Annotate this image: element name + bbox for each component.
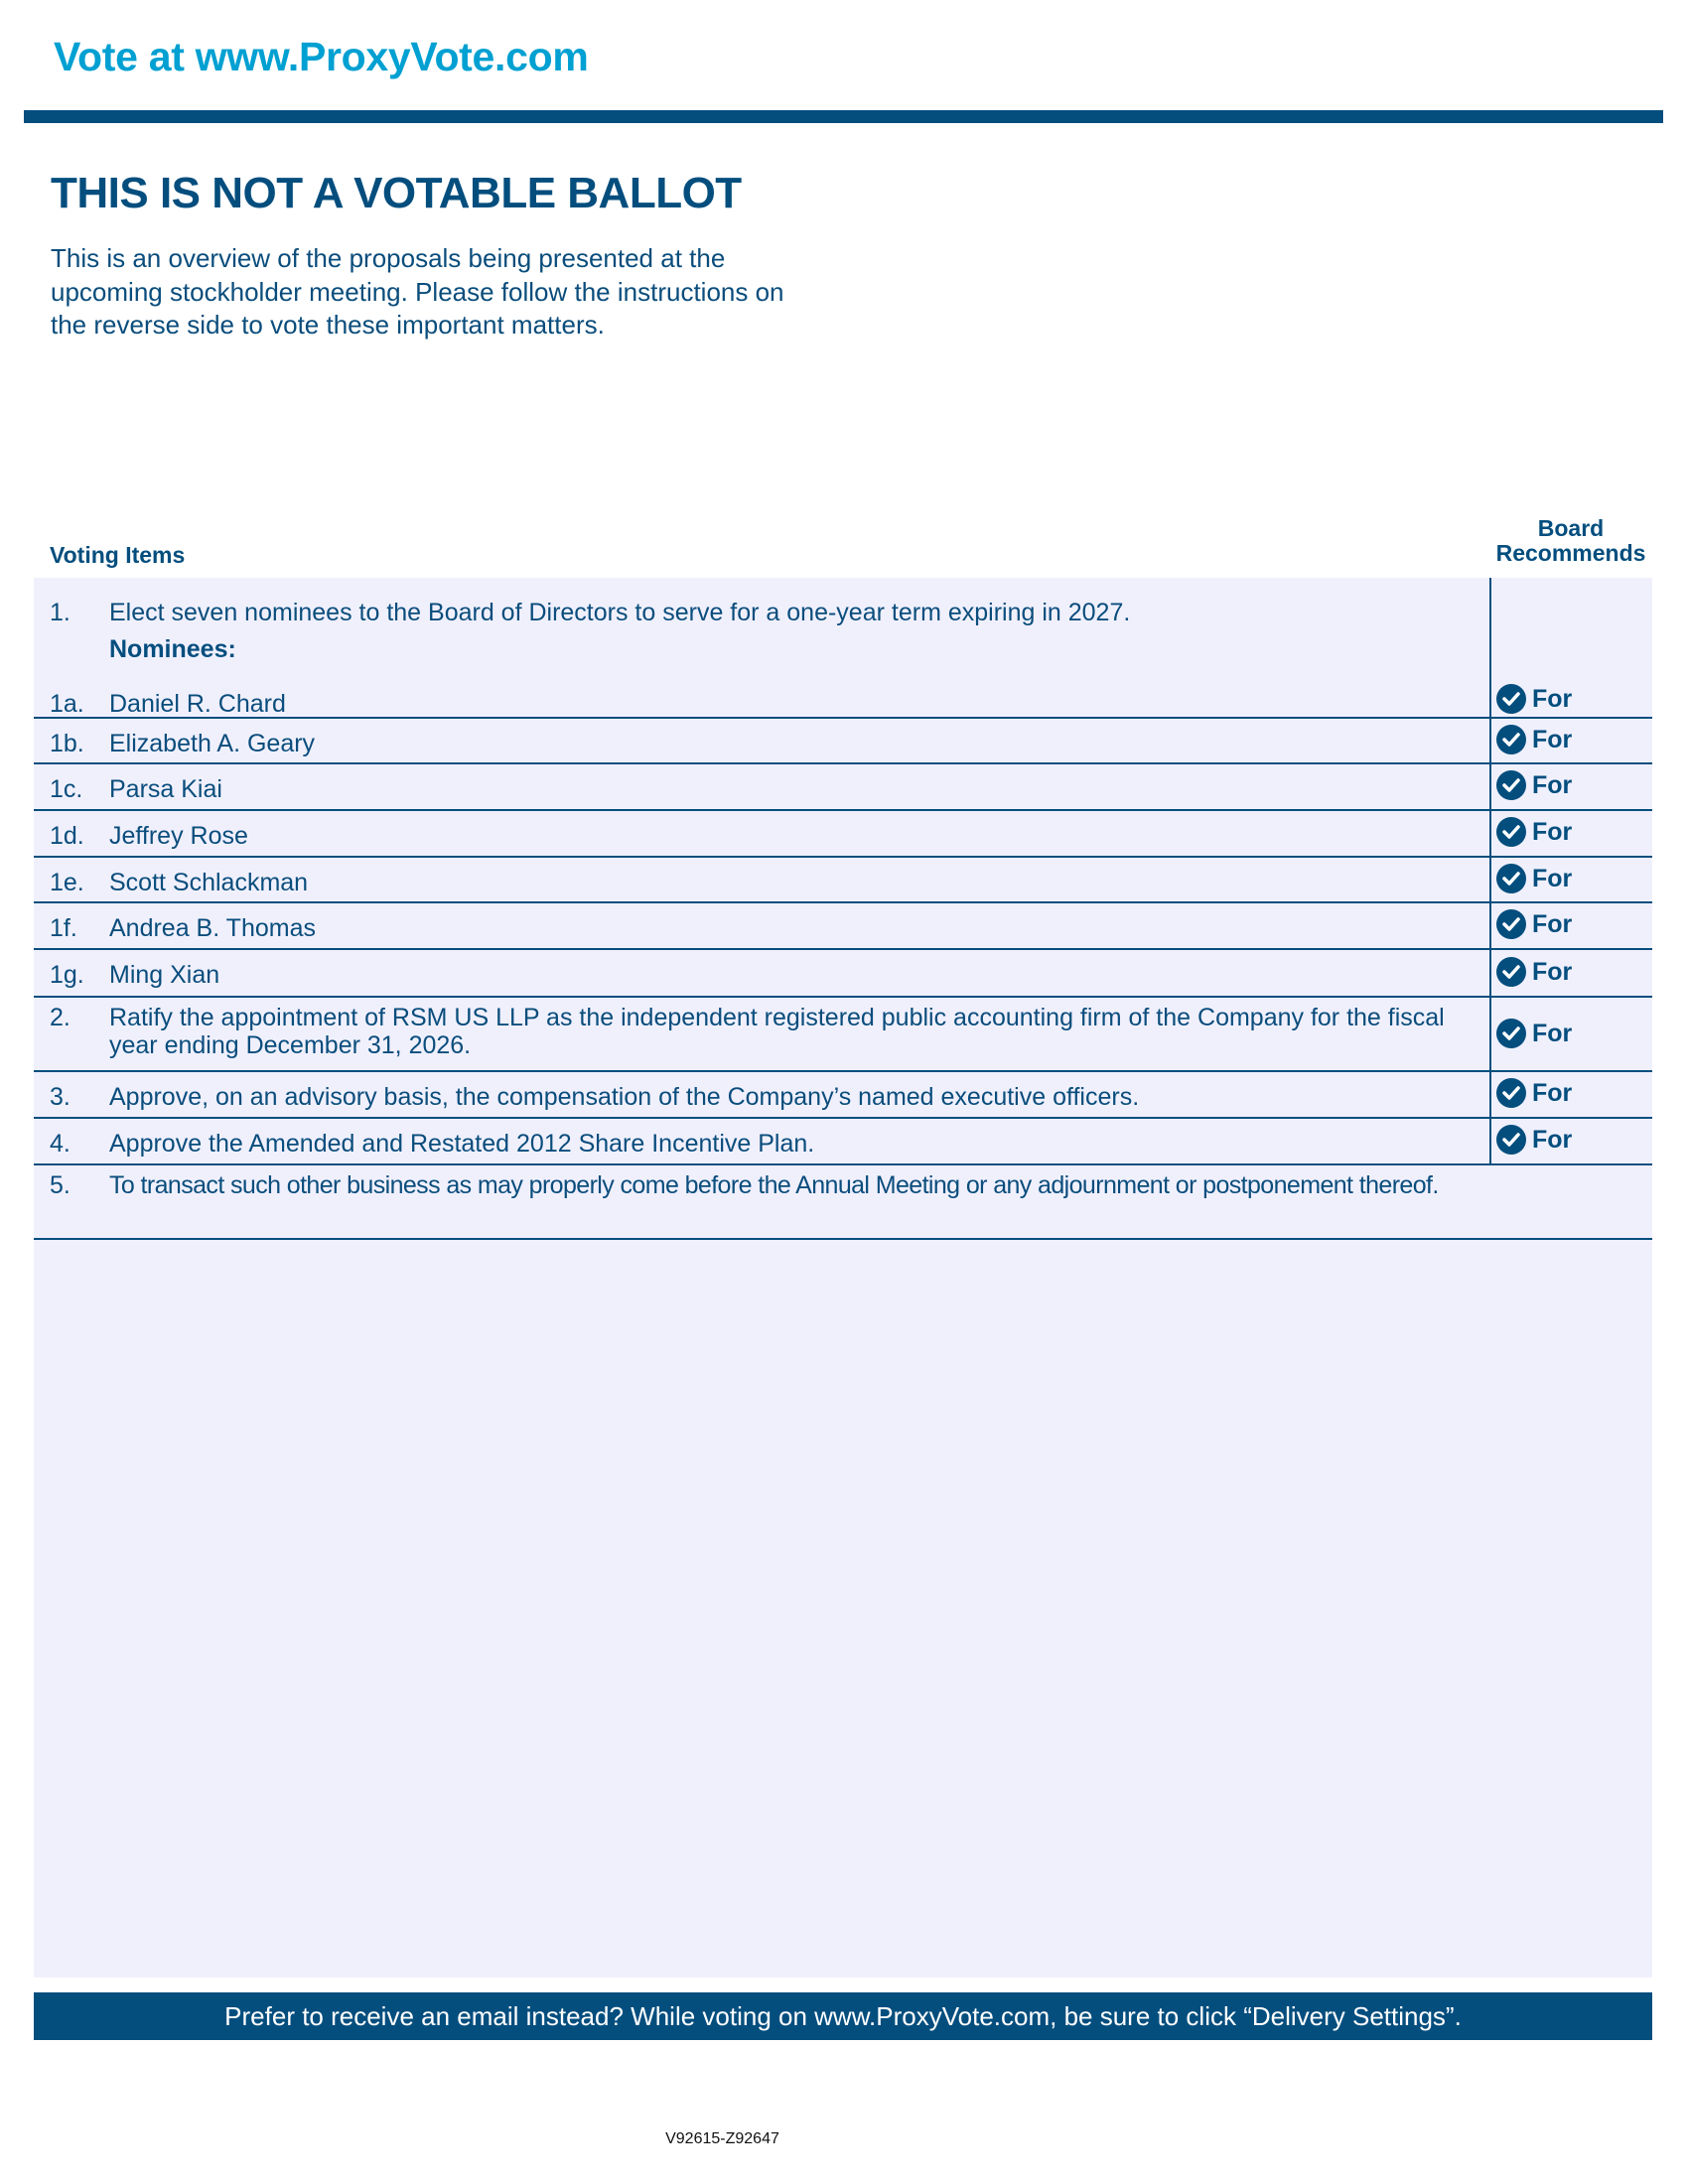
recommendation-label: For — [1532, 1125, 1573, 1154]
item-number: 1b. — [50, 730, 84, 757]
item-text: Ratify the appointment of RSM US LLP as the independent registered public accounting firm of the Company for the fiscal year ending December 31, 2026. — [109, 1004, 1445, 1059]
intro-line: This is an overview of the proposals being presented at the — [51, 243, 726, 273]
document-code: V92615-Z92647 — [665, 2130, 779, 2147]
item-number: 1a. — [50, 690, 84, 718]
item-number: 2. — [50, 1004, 70, 1031]
table-row — [34, 1072, 1652, 1119]
delivery-settings-banner: Prefer to receive an email instead? While voting on www.ProxyVote.com, be sure to click “Delivery Settings”. — [34, 1992, 1652, 2040]
nominee-name: Elizabeth A. Geary — [109, 730, 316, 757]
table-row — [34, 950, 1652, 998]
check-circle-icon — [1496, 909, 1526, 939]
intro-paragraph — [51, 242, 865, 342]
item-text: Approve the Amended and Restated 2012 Share Incentive Plan. — [109, 1130, 815, 1158]
check-circle-icon — [1496, 1019, 1526, 1048]
item-number: 1f. — [50, 914, 77, 942]
check-circle-icon — [1496, 1078, 1526, 1108]
intro-line: upcoming stockholder meeting. Please follow the instructions on — [51, 276, 784, 307]
check-circle-icon — [1496, 684, 1526, 714]
item-number: 4. — [50, 1130, 70, 1158]
check-circle-icon — [1496, 1125, 1526, 1155]
nominee-name: Scott Schlackman — [109, 869, 309, 896]
board-column-divider — [1489, 578, 1491, 1163]
recommendation-label: For — [1532, 1078, 1573, 1107]
item-number: 1c. — [50, 775, 83, 803]
table-row — [34, 578, 1652, 719]
recommendation-label: For — [1532, 684, 1573, 713]
intro-line: the reverse side to vote these important matters. — [51, 310, 605, 340]
table-row — [34, 998, 1652, 1072]
check-circle-icon — [1496, 770, 1526, 800]
recommendation-label: For — [1532, 817, 1573, 846]
board-recommendation — [1496, 725, 1572, 754]
nominee-name: Jeffrey Rose — [109, 822, 248, 850]
page-heading: THIS IS NOT A VOTABLE BALLOT — [51, 169, 742, 217]
board-recommendation — [1496, 770, 1572, 800]
column-header-board-line2: Recommends — [1495, 540, 1646, 566]
nominee-name: Ming Xian — [109, 961, 220, 989]
table-row — [34, 811, 1652, 858]
nominees-label: Nominees: — [109, 635, 236, 663]
item-text: Approve, on an advisory basis, the compensation of the Company’s named executive officers. — [109, 1083, 1140, 1111]
board-recommendation — [1496, 1019, 1572, 1048]
check-circle-icon — [1496, 864, 1526, 893]
column-header-voting-items: Voting Items — [50, 542, 186, 568]
board-recommendation — [1496, 864, 1572, 893]
item-number: 3. — [50, 1083, 70, 1111]
board-recommendation — [1496, 817, 1572, 847]
nominee-name: Daniel R. Chard — [109, 690, 286, 718]
table-row — [34, 903, 1652, 950]
table-row — [34, 1119, 1652, 1165]
recommendation-label: For — [1532, 1019, 1573, 1047]
column-header-board-recommends — [1489, 516, 1652, 566]
item-text: Elect seven nominees to the Board of Directors to serve for a one-year term expiring in 2027. — [109, 599, 1131, 626]
column-header-board-line1: Board — [1537, 515, 1605, 541]
nominee-name: Andrea B. Thomas — [109, 914, 316, 942]
recommendation-label: For — [1532, 957, 1573, 986]
table-row — [34, 1165, 1652, 1240]
item-number: 1d. — [50, 822, 84, 850]
check-circle-icon — [1496, 957, 1526, 987]
check-circle-icon — [1496, 725, 1526, 754]
recommendation-label: For — [1532, 725, 1573, 753]
table-row — [34, 764, 1652, 811]
board-recommendation — [1496, 909, 1572, 939]
recommendation-label: For — [1532, 909, 1573, 938]
recommendation-label: For — [1532, 864, 1573, 892]
check-circle-icon — [1496, 817, 1526, 847]
item-number: 1. — [50, 599, 70, 626]
header-divider-bar — [24, 110, 1663, 123]
item-text: To transact such other business as may properly come before the Annual Meeting or any adjournment or postponement thereof. — [109, 1171, 1439, 1199]
board-recommendation — [1496, 1125, 1572, 1155]
table-row — [34, 719, 1652, 764]
board-recommendation — [1496, 1078, 1572, 1108]
item-number: 1g. — [50, 961, 84, 989]
site-title: Vote at www.ProxyVote.com — [54, 34, 589, 79]
item-number: 5. — [50, 1171, 70, 1199]
board-recommendation — [1496, 684, 1572, 714]
board-recommendation — [1496, 957, 1572, 987]
recommendation-label: For — [1532, 770, 1573, 799]
item-number: 1e. — [50, 869, 84, 896]
table-row — [34, 858, 1652, 903]
nominee-name: Parsa Kiai — [109, 775, 222, 803]
